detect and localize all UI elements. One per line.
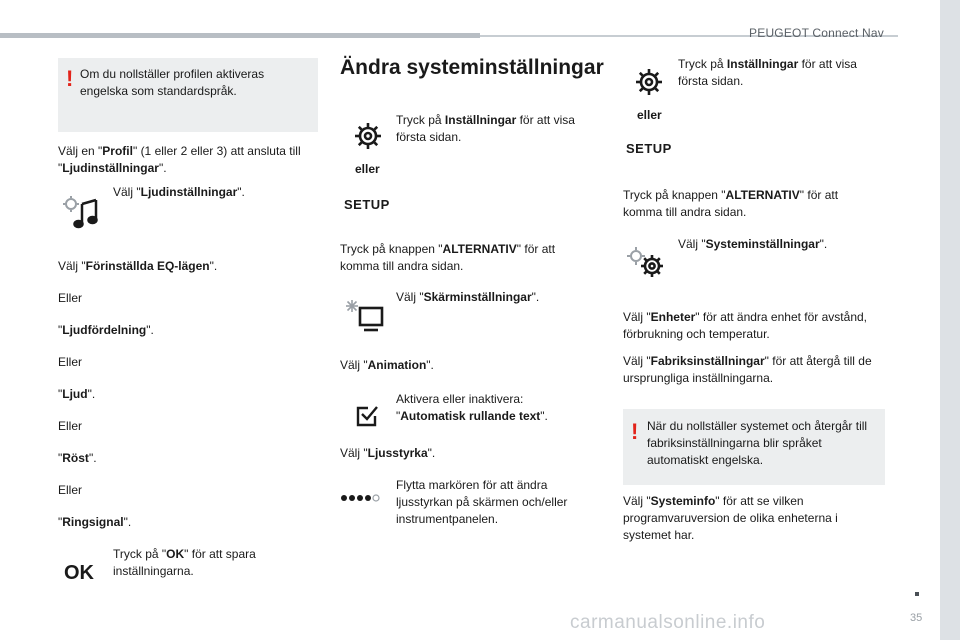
eller-1: Eller	[58, 291, 83, 305]
eller-3: Eller	[58, 419, 83, 433]
brightness-step: Flytta markören för att ändra ljusstyrkan på skärmen och/eller instrumentpanelen.	[396, 478, 568, 526]
brightness-slider-icon[interactable]	[340, 492, 380, 504]
alternativ-instruction-2: Tryck på knappen "ALTERNATIV" för att komma till andra sidan.	[623, 188, 839, 219]
systeminfo-instruction: Välj "Systeminfo" för att se vilken programvaruversion de olika enheterna i systemet har.	[623, 494, 838, 542]
auto-scroll-step: Aktivera eller inaktivera: "Automatisk rullande text".	[396, 392, 548, 423]
option-voice: "Röst".	[58, 451, 97, 465]
ok-instruction: Tryck på "OK" för att spara inställningarna.	[113, 547, 256, 578]
page-marker-dot	[915, 592, 919, 596]
page-number: 35	[910, 612, 923, 624]
units-instruction: Välj "Enheter" för att ändra enhet för avstånd, förbrukning och temperatur.	[623, 310, 867, 341]
page-header-title: PEUGEOT Connect Nav	[749, 26, 884, 40]
eller-2: Eller	[58, 355, 83, 369]
screen-settings-step: Välj "Skärminställningar".	[396, 290, 540, 304]
header-rule	[0, 33, 480, 38]
option-sound: "Ljud".	[58, 387, 96, 401]
screen-settings-icon[interactable]	[344, 298, 384, 334]
ok-button[interactable]: OK	[64, 562, 94, 584]
settings-step: Tryck på Inställningar för att visa första sidan.	[396, 113, 575, 144]
sound-settings-step: Välj "Ljudinställningar".	[113, 185, 245, 199]
eller-label: eller	[355, 162, 380, 176]
setup-button-2[interactable]: SETUP	[626, 141, 672, 156]
eller-label-2: eller	[637, 108, 662, 122]
alternativ-instruction: Tryck på knappen "ALTERNATIV" för att komma till andra sidan.	[340, 242, 556, 273]
warning-note-2	[623, 409, 885, 485]
system-settings-icon[interactable]	[626, 244, 668, 280]
settings-step-2: Tryck på Inställningar för att visa första sidan.	[678, 57, 857, 88]
watermark: carmanualsonline.info	[570, 612, 766, 633]
animation-instruction: Välj "Animation".	[340, 358, 434, 372]
setup-button[interactable]: SETUP	[344, 197, 390, 212]
warning-icon-2: !	[631, 419, 639, 444]
option-distribution: "Ljudfördelning".	[58, 323, 154, 337]
settings-gear-icon[interactable]	[353, 121, 383, 151]
page-edge-bar	[940, 0, 960, 640]
system-settings-step: Välj "Systeminställningar".	[678, 237, 828, 251]
profile-instruction: Välj en "Profil" (1 eller 2 eller 3) att ansluta till "Ljudinställningar".	[58, 144, 301, 175]
eq-instruction: Välj "Förinställda EQ-lägen".	[58, 259, 218, 273]
brightness-instruction: Välj "Ljusstyrka".	[340, 446, 436, 460]
section-title: Ändra systeminställningar	[340, 56, 604, 79]
warning-note	[58, 58, 318, 132]
factory-instruction: Välj "Fabriksinställningar" för att återgå till de ursprungliga inställningarna.	[623, 354, 872, 385]
eller-4: Eller	[58, 483, 83, 497]
warning-note-text: Om du nollställer profilen aktiveras engelska som standardspråk.	[80, 67, 265, 98]
option-ringtone: "Ringsignal".	[58, 515, 132, 529]
settings-gear-icon-2[interactable]	[634, 67, 664, 97]
warning-note-2-text: När du nollställer systemet och återgår till fabriksinställningarna blir språket automatiskt engelska.	[647, 419, 868, 467]
checkbox-icon[interactable]	[355, 404, 379, 428]
warning-icon: !	[66, 66, 74, 91]
sound-settings-icon	[60, 194, 102, 230]
